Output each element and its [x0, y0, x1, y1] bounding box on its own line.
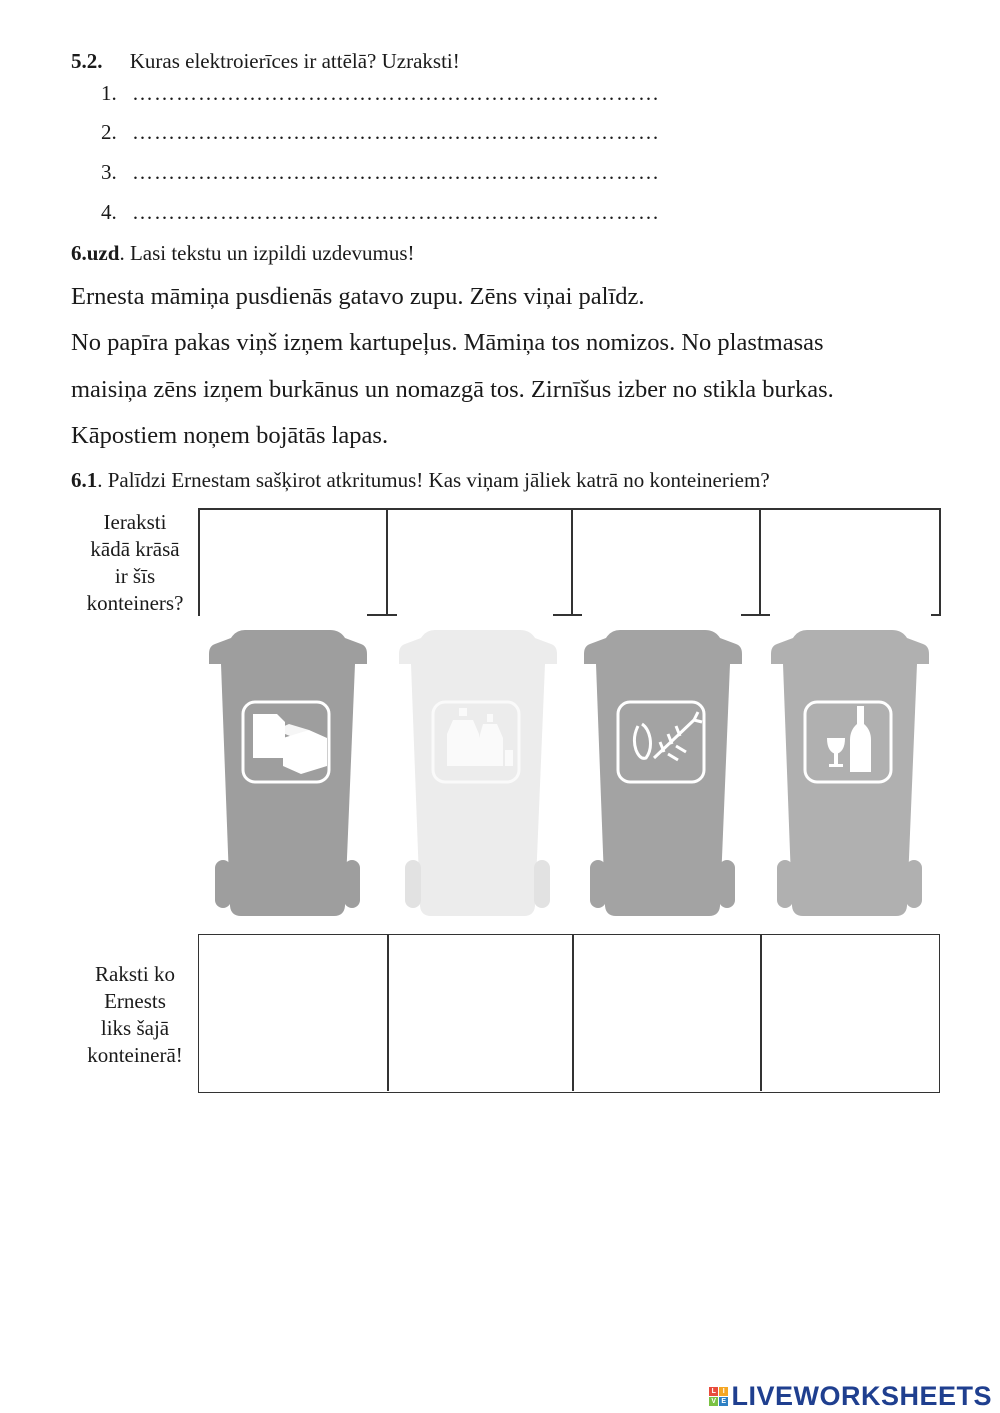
- story-line-3: maisiņa zēns izņem burkānus un nomazgā tos. Zirnīšus izber no stikla burkas.: [71, 376, 834, 403]
- story-line-2: No papīra pakas viņš izņem kartupeļus. Māmiņa tos nomizos. No plastmasas: [71, 329, 824, 356]
- content-answer-grid: [198, 934, 940, 1093]
- content-answer-box-2[interactable]: [388, 935, 572, 1091]
- answer-line-number: 3.: [101, 160, 117, 184]
- color-question-label: [75, 509, 195, 617]
- q61-prompt: . Palīdzi Ernestam sašķirot atkritumus! Kas viņam jāliek katrā no konteineriem?: [97, 468, 770, 492]
- q52-heading: [71, 49, 460, 74]
- label-line: Ieraksti: [103, 510, 167, 534]
- recycling-bin-glass: [767, 626, 932, 918]
- logo-mark-letter: L: [709, 1387, 718, 1396]
- recycling-bin-plastic: [395, 626, 560, 918]
- bin-body: [209, 630, 367, 916]
- logo-mark-letter: V: [711, 1398, 717, 1405]
- answer-line-2[interactable]: ………………………………………………………………: [132, 120, 660, 144]
- answer-line-number: 1.: [101, 81, 117, 105]
- q52-prompt: Kuras elektroierīces ir attēlā? Uzraksti!: [129, 49, 460, 73]
- q6-number: 6.uzd: [71, 241, 120, 265]
- logo-mark-letter: E: [721, 1398, 727, 1405]
- story-line-4: Kāpostiem noņem bojātās lapas.: [71, 422, 389, 449]
- logo-text: LIVEWORKSHEETS: [731, 1381, 992, 1411]
- label-line: liks šajā: [100, 1016, 170, 1040]
- answer-line-1[interactable]: ………………………………………………………………: [132, 81, 660, 105]
- answer-line-3[interactable]: ………………………………………………………………: [132, 160, 660, 184]
- label-line: kādā krāsā: [90, 537, 180, 561]
- q61-heading: [71, 468, 770, 493]
- logo-mark-icon: [709, 1387, 728, 1406]
- label-line: Raksti ko: [95, 962, 175, 986]
- content-answer-box-1[interactable]: [199, 935, 388, 1091]
- q61-number: 6.1: [71, 468, 98, 492]
- color-answer-box-2[interactable]: [388, 508, 573, 616]
- answer-line-number: 2.: [101, 120, 117, 144]
- content-question-label: [75, 961, 195, 1069]
- answer-line-number: 4.: [101, 200, 117, 224]
- recycling-bin-food: [580, 626, 745, 918]
- label-line: ir šīs: [114, 564, 156, 588]
- recycling-bin-paper: [205, 626, 370, 918]
- label-line: konteinerā!: [87, 1043, 183, 1067]
- q6-prompt: . Lasi tekstu un izpildi uzdevumus!: [119, 241, 415, 265]
- liveworksheets-logo: [709, 1381, 992, 1412]
- content-answer-box-4[interactable]: [761, 935, 938, 1091]
- color-answer-box-4[interactable]: [761, 508, 941, 616]
- logo-mark-letter: I: [719, 1387, 728, 1396]
- label-line: Ernests: [104, 989, 166, 1013]
- color-answer-box-1[interactable]: [198, 508, 388, 616]
- q52-number: 5.2.: [71, 49, 103, 73]
- label-line: konteiners?: [86, 591, 184, 615]
- answer-line-4[interactable]: ………………………………………………………………: [132, 200, 660, 224]
- story-line-1: Ernesta māmiņa pusdienās gatavo zupu. Zēns viņai palīdz.: [71, 283, 645, 310]
- content-answer-box-3[interactable]: [573, 935, 760, 1091]
- color-answer-box-3[interactable]: [573, 508, 761, 616]
- q6-heading: [71, 241, 415, 266]
